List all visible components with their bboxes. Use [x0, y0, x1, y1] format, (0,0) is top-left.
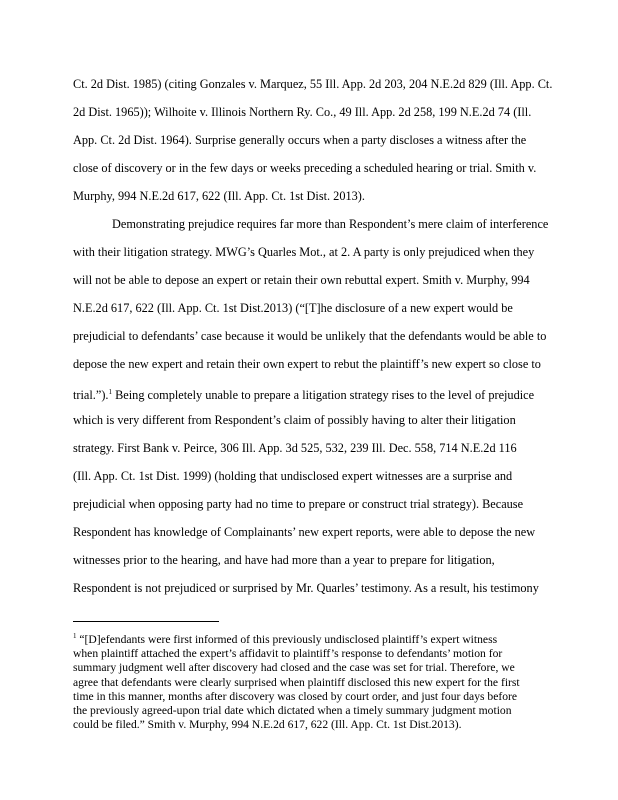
body-line-5: Murphy, 994 N.E.2d 617, 622 (Ill. App. Ct. 1st Dist. 2013).	[73, 189, 365, 203]
body-line-13: which is very different from Respondent’s claim of possibly having to alter their litigation	[73, 413, 516, 427]
body-text	[73, 70, 601, 602]
footnote-separator	[73, 621, 219, 622]
footnote-number: 1	[73, 632, 77, 640]
body-line-16: prejudicial when opposing party had no time to prepare or construct trial strategy). Because	[73, 497, 524, 511]
footnote-line-1-text: “[D]efendants were first informed of this previously undisclosed plaintiff’s expert witness	[76, 633, 498, 646]
body-line-17: Respondent has knowledge of Complainants’ new expert reports, were able to depose the new	[73, 525, 536, 539]
footnote-reference-mark: 1	[108, 388, 113, 396]
footnote-line-6: the previously agreed-upon trial date which dictated when a timely summary judgment motion	[73, 704, 512, 718]
body-line-2: 2d Dist. 1965)); Wilhoite v. Illinois Northern Ry. Co., 49 Ill. App. 2d 258, 199 N.E.2d 74 (Ill.	[73, 105, 532, 119]
body-line-8: will not be able to depose an expert or retain their own rebuttal expert. Smith v. Murphy, 994	[73, 273, 530, 287]
body-line-15: (Ill. App. Ct. 1st Dist. 1999) (holding that undisclosed expert witnesses are a surprise and	[73, 469, 513, 483]
body-line-9: N.E.2d 617, 622 (Ill. App. Ct. 1st Dist.2013) (“[T]he disclosure of a new expert would be	[73, 301, 513, 315]
footnote-line-5: time in this manner, months after discovery was closed by court order, and just four days before	[73, 689, 518, 703]
body-line-3: App. Ct. 2d Dist. 1964). Surprise generally occurs when a party discloses a witness after the	[73, 133, 527, 147]
body-line-7: with their litigation strategy. MWG’s Quarles Mot., at 2. A party is only prejudiced when they	[73, 245, 535, 259]
body-line-12-rest: Being completely unable to prepare a litigation strategy rises to the level of prejudice	[112, 388, 535, 402]
footnote	[73, 629, 601, 732]
footnote-line-2: when plaintiff attached the expert’s affidavit to plaintiff’s response to defendants’ motion for	[73, 647, 503, 661]
footnote-line-3: summary judgment well after discovery had closed and the case was set for trial. Therefore, we	[73, 661, 515, 675]
body-line-18: witnesses prior to the hearing, and have had more than a year to prepare for litigation,	[73, 553, 495, 567]
body-line-1: Ct. 2d Dist. 1985) (citing Gonzales v. Marquez, 55 Ill. App. 2d 203, 204 N.E.2d 829 (Ill. App. Ct.	[73, 77, 553, 91]
body-line-6: Demonstrating prejudice requires far more than Respondent’s mere claim of interference	[112, 217, 549, 231]
body-line-19: Respondent is not prejudiced or surprised by Mr. Quarles’ testimony. As a result, his testimony	[73, 581, 539, 595]
body-line-12	[73, 378, 601, 406]
footnote-line-1	[73, 629, 601, 647]
body-line-4: close of discovery or in the few days or weeks preceding a scheduled hearing or trial. Smith v.	[73, 161, 537, 175]
footnote-line-4: agree that defendants were clearly surprised when plaintiff disclosed this new expert for the first	[73, 675, 520, 689]
footnote-line-7: could be filed.” Smith v. Murphy, 994 N.E.2d 617, 622 (Ill. App. Ct. 1st Dist.2013).	[73, 718, 462, 732]
body-line-14: strategy. First Bank v. Peirce, 306 Ill. App. 3d 525, 532, 239 Ill. Dec. 558, 714 N.E.2d 116	[73, 441, 517, 455]
body-line-10: prejudicial to defendants’ case because it would be unlikely that the defendants would be able to	[73, 329, 547, 343]
body-line-12-start: trial.”).	[73, 388, 109, 402]
body-line-11: depose the new expert and retain their own expert to rebut the plaintiff’s new expert so close to	[73, 357, 541, 371]
